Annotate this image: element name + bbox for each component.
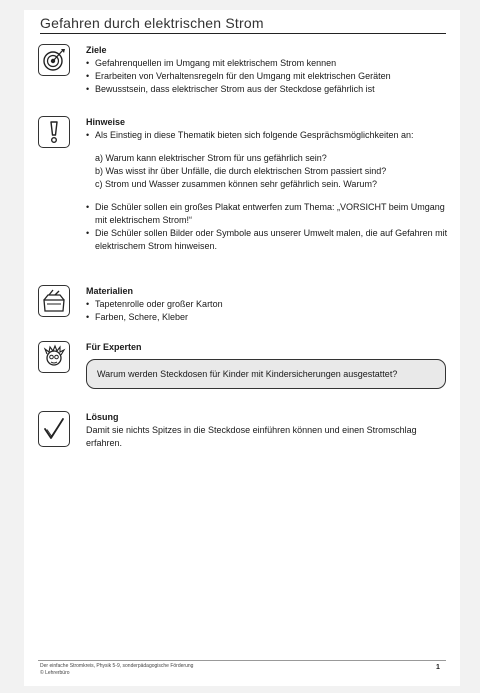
page-number: 1 <box>436 664 440 671</box>
list-item: • Bewusstsein, dass elektrischer Strom aus der Steckdose gefährlich ist <box>86 83 450 96</box>
title-divider <box>40 33 446 34</box>
list-item: • Erarbeiten von Verhaltensregeln für den Umgang mit elektrischen Geräten <box>86 70 450 83</box>
question-list <box>95 152 450 191</box>
footer-divider <box>38 660 446 661</box>
expert-face-icon <box>38 341 70 373</box>
page-title: Gefahren durch elektrischen Strom <box>40 15 264 31</box>
checkmark-icon <box>38 411 70 447</box>
question-item: a) Warum kann elektrischer Strom für uns gefährlich sein? <box>95 153 327 163</box>
heading-ziele: Ziele <box>86 45 107 55</box>
list-item: • Die Schüler sollen Bilder oder Symbole aus unserer Umwelt malen, die auf Gefahren mit elektrischem Strom hinweisen. <box>86 227 450 253</box>
hinweise-list <box>86 201 450 253</box>
list-item: • Tapetenrolle oder großer Karton <box>86 298 450 311</box>
heading-experten: Für Experten <box>86 342 142 352</box>
footer-credits <box>40 663 400 676</box>
list-item: • Als Einstieg in diese Thematik bieten sich folgende Gesprächsmöglichkeiten an: <box>86 129 450 142</box>
exclamation-icon <box>38 116 70 148</box>
list-item: • Gefahrenquellen im Umgang mit elektrischem Strom kennen <box>86 57 450 70</box>
expert-question: Warum werden Steckdosen für Kinder mit Kindersicherungen ausgestattet? <box>97 369 398 379</box>
footer-line-2: © Lehrerbüro <box>40 669 70 676</box>
footer-line-1: Der einfache Stromkreis, Physik 5-9, sonderpädagogische Förderung <box>40 663 194 669</box>
dartboard-target-icon <box>38 44 70 76</box>
list-item: • Die Schüler sollen ein großes Plakat entwerfen zum Thema: „VORSICHT beim Umgang mit elektrischem Strom!“ <box>86 201 450 227</box>
question-item: b) Was wisst ihr über Unfälle, die durch elektrischen Strom passiert sind? <box>95 166 387 176</box>
heading-loesung: Lösung <box>86 412 119 422</box>
materialien-list <box>86 298 450 324</box>
question-item: c) Strom und Wasser zusammen können sehr gefährlich sein. Warum? <box>95 179 377 189</box>
expert-question-box <box>86 359 446 389</box>
heading-materialien: Materialien <box>86 286 134 296</box>
toolbox-icon <box>38 285 70 317</box>
solution-text: Damit sie nichts Spitzes in die Steckdose einführen können und einen Stromschlag erfahren. <box>86 425 417 448</box>
hinweise-intro-list <box>86 129 450 142</box>
ziele-list <box>86 57 450 96</box>
heading-hinweise: Hinweise <box>86 117 126 127</box>
list-item: • Farben, Schere, Kleber <box>86 311 450 324</box>
